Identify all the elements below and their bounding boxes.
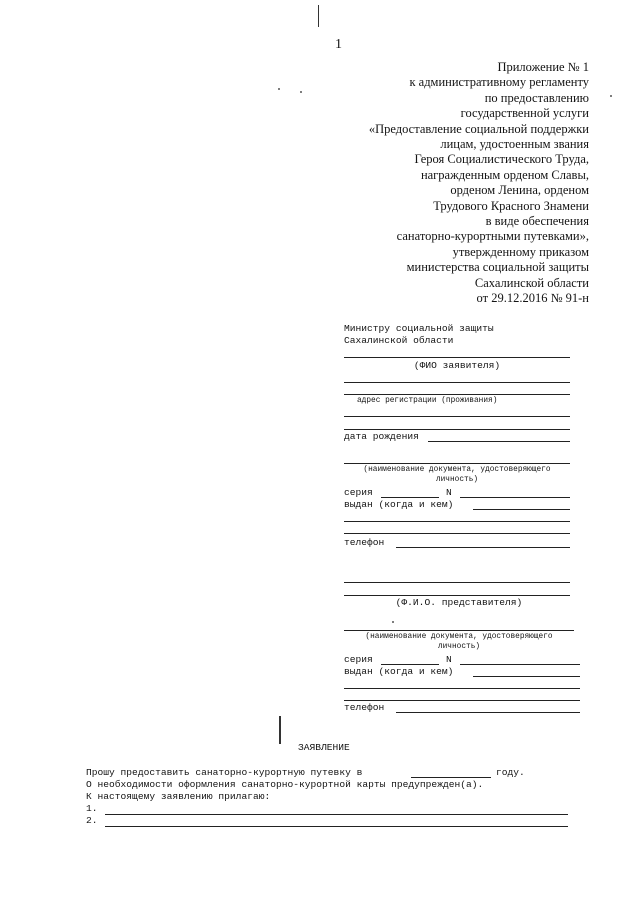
- statement-title: ЗАЯВЛЕНИЕ: [298, 742, 350, 753]
- representative-doc-field[interactable]: [344, 630, 574, 631]
- applicant-address-field-3[interactable]: [344, 429, 570, 430]
- scan-speck: [392, 621, 394, 623]
- applicant-issued-field-3[interactable]: [344, 533, 570, 534]
- applicant-number-label: N: [446, 487, 452, 498]
- representative-issued-label: выдан (когда и кем): [344, 666, 454, 677]
- addressee-line-2: Сахалинской области: [344, 335, 454, 346]
- applicant-number-field[interactable]: [460, 497, 570, 498]
- appendix-line: награжденным орденом Славы,: [420, 167, 589, 182]
- applicant-issued-field-2[interactable]: [344, 521, 570, 522]
- attachment-item-2-field[interactable]: [105, 826, 568, 827]
- appendix-line: Трудового Красного Знамени: [433, 198, 589, 213]
- representative-number-field[interactable]: [460, 664, 580, 665]
- appendix-line: лицам, удостоенным звания: [440, 137, 589, 152]
- page-number: 1: [335, 37, 342, 52]
- appendix-line: в виде обеспечения: [485, 214, 589, 229]
- applicant-issued-label: выдан (когда и кем): [344, 499, 454, 510]
- appendix-line: по предоставлению: [484, 90, 589, 105]
- representative-issued-field[interactable]: [473, 676, 580, 677]
- representative-issued-field-3[interactable]: [344, 700, 580, 701]
- appendix-line: Героя Социалистического Труда,: [414, 152, 589, 167]
- applicant-fio-caption: (ФИО заявителя): [413, 360, 501, 371]
- applicant-address-field-2[interactable]: [344, 416, 570, 417]
- appendix-line: государственной услуги: [460, 106, 589, 121]
- representative-doc-caption-1: (наименование документа, удостоверяющего: [365, 633, 553, 641]
- statement-line-1-prefix: Прошу предоставить санаторно-курортную путевку в: [86, 767, 363, 778]
- representative-phone-label: телефон: [344, 702, 385, 713]
- appendix-line: «Предоставление социальной поддержки: [368, 121, 589, 136]
- appendix-line: Приложение № 1: [497, 60, 589, 74]
- representative-series-label: серия: [344, 654, 373, 665]
- applicant-series-field[interactable]: [381, 497, 439, 498]
- representative-doc-caption-2: личность): [437, 643, 481, 651]
- applicant-fio-field[interactable]: [344, 357, 570, 358]
- statement-line-1-suffix: году.: [496, 767, 525, 778]
- statement-year-field[interactable]: [411, 777, 491, 778]
- scan-speck: [610, 95, 612, 97]
- representative-phone-field[interactable]: [396, 712, 580, 713]
- applicant-birth-label: дата рождения: [344, 431, 419, 442]
- appendix-line: министерства социальной защиты: [406, 260, 589, 275]
- applicant-doc-caption-1: (наименование документа, удостоверяющего: [363, 466, 551, 474]
- applicant-address-caption: адрес регистрации (проживания): [357, 397, 498, 405]
- applicant-issued-field[interactable]: [473, 509, 570, 510]
- attachment-item-1-number: 1.: [86, 803, 98, 814]
- applicant-phone-label: телефон: [344, 537, 385, 548]
- appendix-line: утвержденному приказом: [452, 244, 589, 259]
- representative-issued-field-2[interactable]: [344, 688, 580, 689]
- scan-mark-top: [318, 5, 319, 27]
- applicant-birth-field[interactable]: [428, 441, 570, 442]
- applicant-address-field[interactable]: [344, 394, 570, 395]
- appendix-line: орденом Ленина, орденом: [450, 183, 589, 198]
- statement-line-3: К настоящему заявлению прилагаю:: [86, 791, 271, 802]
- applicant-doc-caption-2: личность): [435, 476, 479, 484]
- appendix-header: [269, 60, 589, 307]
- representative-fio-field[interactable]: [344, 595, 570, 596]
- addressee-line-1: Министру социальной защиты: [344, 323, 494, 334]
- appendix-line: к административному регламенту: [409, 75, 589, 90]
- statement-line-2: О необходимости оформления санаторно-курортной карты предупрежден(а).: [86, 779, 484, 790]
- scan-mark-middle: [279, 716, 281, 744]
- applicant-phone-field[interactable]: [396, 547, 570, 548]
- representative-fio-caption: (Ф.И.О. представителя): [395, 597, 523, 608]
- applicant-doc-field[interactable]: [344, 463, 570, 464]
- representative-line-1[interactable]: [344, 582, 570, 583]
- applicant-fio-field-2[interactable]: [344, 382, 570, 383]
- representative-number-label: N: [446, 654, 452, 665]
- attachment-item-2-number: 2.: [86, 815, 98, 826]
- appendix-line: Сахалинской области: [474, 275, 589, 290]
- applicant-series-label: серия: [344, 487, 373, 498]
- representative-series-field[interactable]: [381, 664, 439, 665]
- appendix-line: от 29.12.2016 № 91-н: [476, 291, 589, 306]
- appendix-line: санаторно-курортными путевками»,: [396, 229, 589, 244]
- attachment-item-1-field[interactable]: [105, 814, 568, 815]
